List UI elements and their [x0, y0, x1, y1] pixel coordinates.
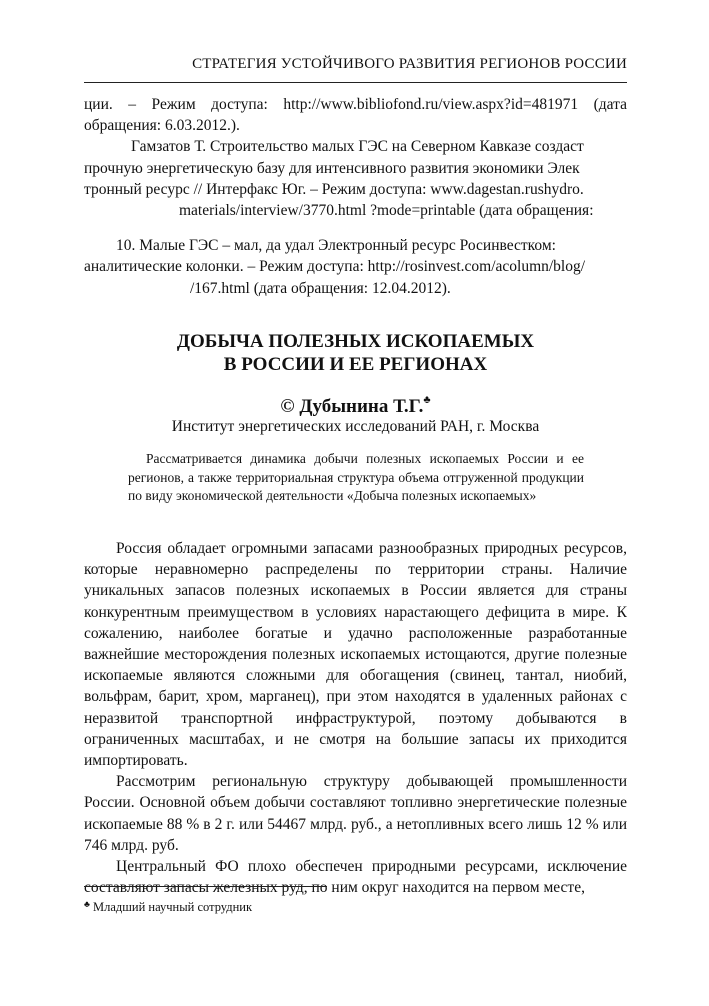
- reference-line: 10. Малые ГЭС – мал, да удал Электронный ресурс Росинвестком:: [116, 237, 556, 255]
- body-paragraph: Россия обладает огромными запасами разнообразных природных ресурсов, которые неравномерно распределены по территории страны. Наличие уникальных запасов полезных ископаемых в России является для страны конкурентным преимуществом в условиях нарастающего дефицита в мире. К сожалению, наиболее богатые и удачно расположенные разработанные важнейшие месторождения полезных ископаемых истощаются, другие полезные ископаемые являются сложными для обогащения (свинец, тантал, ниобий, вольфрам, барит, хром, марганец), при этом находятся в удаленных районах с неразвитой транспортной инфраструктурой, поэтому добываются в ограниченных масштабах, и не смотря на большие запасы их приходится импортировать.: [84, 540, 627, 770]
- affiliation: Институт энергетических исследований РАН, г. Москва: [171, 418, 540, 435]
- reference-line: Гамзатов Т. Строительство малых ГЭС на Северном Кавказе создаст: [131, 138, 584, 156]
- reference-line: прочную энергетическую базу для интенсивного развития экономики Элек: [84, 159, 580, 177]
- header-rule: [84, 82, 627, 83]
- article-title: [84, 330, 627, 376]
- body-paragraph: Рассмотрим региональную структуру добывающей промышленности России. Основной объем добычи составляют топливно энергетические полезные ископаемые 88 % в 2 г. или 54467 млрд. руб., а нетопливных всего лишь 12 % или 746 млрд. руб.: [84, 773, 627, 854]
- reference-line: тронный ресурс // Интерфакс Юг. – Режим доступа: www.dagestan.rushydro.: [84, 180, 584, 198]
- reference-line: materials/interview/3770.html ?mode=printable (дата обращения:: [179, 202, 594, 220]
- author-footnote-mark: ♣: [423, 394, 431, 406]
- abstract: Рассматривается динамика добычи полезных ископаемых России и ее регионов, а также территориальная структура объема отгруженной продукции по виду экономической деятельности «Добыча полезных ископаемых»: [128, 451, 584, 503]
- title-line-1: ДОБЫЧА ПОЛЕЗНЫХ ИСКОПАЕМЫХ: [176, 331, 535, 352]
- footnote-text: Младший научный сотрудник: [93, 900, 253, 914]
- reference-line: обращения: 6.03.2012.).: [84, 117, 240, 135]
- title-line-2: В РОССИИ И ЕЕ РЕГИОНАХ: [223, 354, 488, 375]
- footnote-rule: [84, 886, 327, 887]
- references-continuation: [84, 94, 627, 299]
- body-paragraph: Центральный ФО плохо обеспечен природными ресурсами, исключение составляют запасы железных руд, по ним округ находится на первом месте,: [84, 858, 627, 897]
- article-body: [84, 538, 627, 898]
- footnote: [84, 899, 627, 915]
- running-header: СТРАТЕГИЯ УСТОЙЧИВОГО РАЗВИТИЯ РЕГИОНОВ РОССИИ: [192, 56, 627, 72]
- reference-line: аналитические колонки. – Режим доступа: http://rosinvest.com/acolumn/blog/: [84, 258, 586, 276]
- footnote-mark: ♣: [84, 899, 90, 909]
- reference-line: ции. – Режим доступа: http://www.bibliofond.ru/view.aspx?id=481971 (дата: [84, 96, 627, 113]
- reference-line: /167.html (дата обращения: 12.04.2012).: [190, 279, 451, 297]
- author-line: [84, 394, 627, 418]
- author-name: © Дубынина Т.Г.: [280, 396, 424, 417]
